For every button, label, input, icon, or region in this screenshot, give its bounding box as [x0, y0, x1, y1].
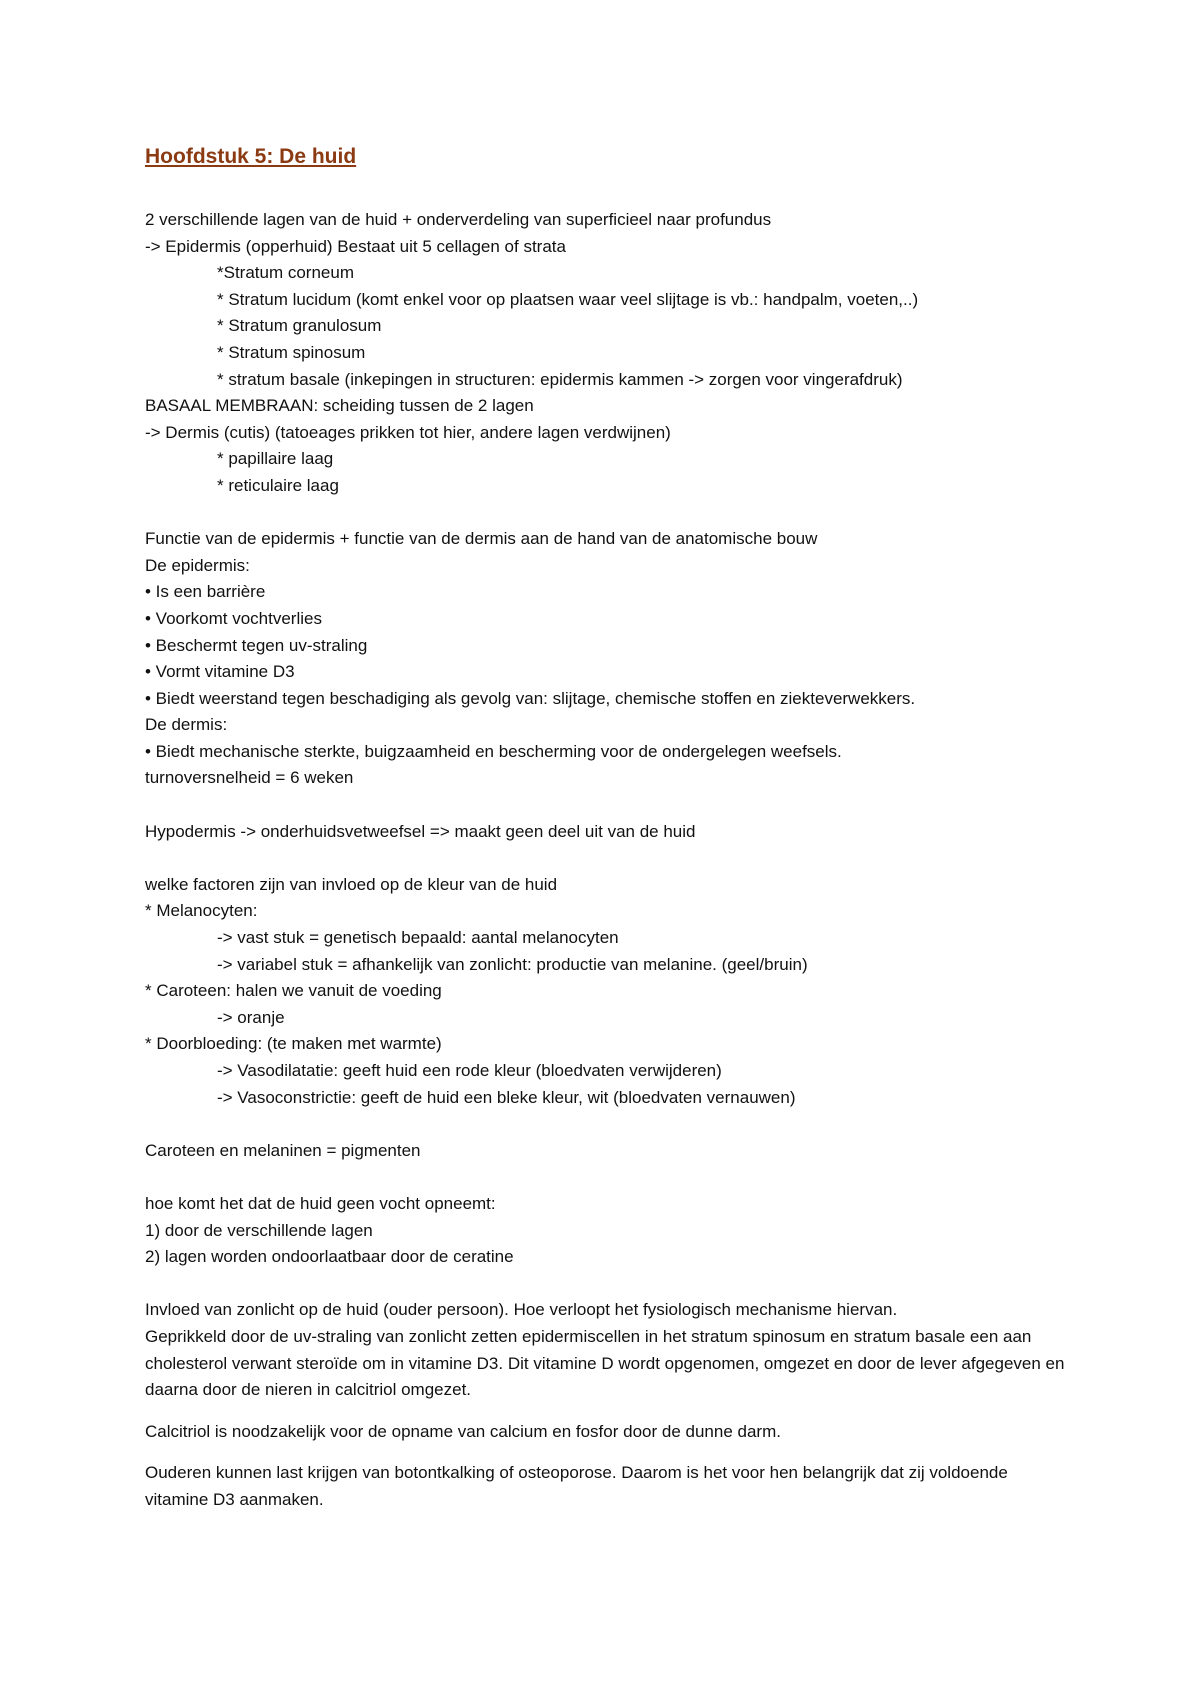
dermis-function-item: • Biedt mechanische sterkte, buigzaamheid en bescherming voor de ondergelegen weefsels. [145, 741, 842, 761]
layer-item: *Stratum corneum [217, 263, 354, 283]
caroteen-line: * Caroteen: halen we vanuit de voeding [145, 981, 442, 1001]
epidermis-label: De epidermis: [145, 555, 250, 575]
calcitriol-paragraph: Calcitriol is noodzakelijk voor de opname van calcium en fosfor door de dunne darm. [145, 1421, 781, 1441]
membrane-line: BASAAL MEMBRAAN: scheiding tussen de 2 lagen [145, 396, 534, 416]
melanocyten-line: * Melanocyten: [145, 901, 258, 921]
melanocyten-item: -> vast stuk = genetisch bepaald: aantal melanocyten [217, 928, 619, 948]
doorbloeding-item: -> Vasodilatatie: geeft huid een rode kleur (bloedvaten verwijderen) [217, 1061, 722, 1080]
layer-item: * stratum basale (inkepingen in structuren: epidermis kammen -> zorgen voor vingerafdruk) [217, 369, 903, 389]
osteoporosis-paragraph: Ouderen kunnen last krijgen van botontkalking of osteoporose. Daarom is het voor hen belangrijk dat zij voldoende vitamine D3 aanmaken. [145, 1463, 1008, 1509]
pigments-line: Caroteen en melaninen = pigmenten [145, 1140, 421, 1160]
layer-item: * Stratum granulosum [217, 316, 382, 336]
epidermis-function-item: • Is een barrière [145, 582, 266, 602]
layer-item: * Stratum lucidum (komt enkel voor op plaatsen waar veel slijtage is vb.: handpalm, voeten,..) [217, 289, 919, 309]
doorbloeding-line: * Doorbloeding: (te maken met warmte) [145, 1034, 442, 1054]
epidermis-function-item: • Biedt weerstand tegen beschadiging als gevolg van: slijtage, chemische stoffen en ziekteverwekkers. [145, 688, 916, 708]
hypodermis-line: Hypodermis -> onderhuidsvetweefsel => maakt geen deel uit van de huid [145, 821, 696, 841]
page-title: Hoofdstuk 5: De huid [145, 145, 357, 168]
section-heading-functions: Functie van de epidermis + functie van de dermis aan de hand van de anatomische bouw [145, 529, 818, 549]
section-heading-layers: 2 verschillende lagen van de huid + onderverdeling van superficieel naar profundus [145, 210, 772, 229]
layer-item: * Stratum spinosum [217, 342, 366, 362]
epidermis-function-item: • Beschermt tegen uv-straling [145, 635, 368, 655]
melanocyten-item: -> variabel stuk = afhankelijk van zonlicht: productie van melanine. (geel/bruin) [217, 954, 808, 974]
dermis-layer-item: * papillaire laag [217, 449, 334, 469]
caroteen-item: -> oranje [217, 1007, 285, 1027]
section-heading-color: welke factoren zijn van invloed op de kleur van de huid [145, 874, 558, 894]
sunlight-paragraph: Geprikkeld door de uv-straling van zonlicht zetten epidermiscellen in het stratum spinosum en stratum basale een aan cholesterol verwant steroïde om in vitamine D3. Dit vitamine D wordt opgenomen, omgezet en door de lever afgegeven en daarna door de nieren in calcitriol omgezet. [145, 1326, 1065, 1400]
epidermis-line: -> Epidermis (opperhuid) Bestaat uit 5 cellagen of strata [145, 236, 566, 256]
epidermis-function-item: • Vormt vitamine D3 [145, 662, 295, 682]
document-body [145, 207, 1075, 1514]
epidermis-function-item: • Voorkomt vochtverlies [145, 608, 322, 628]
turnover-line: turnoversnelheid = 6 weken [145, 768, 354, 788]
doorbloeding-item: -> Vasoconstrictie: geeft de huid een bleke kleur, wit (bloedvaten vernauwen) [217, 1087, 796, 1107]
moisture-item: 1) door de verschillende lagen [145, 1220, 373, 1240]
dermis-label: De dermis: [145, 715, 228, 735]
dermis-line: -> Dermis (cutis) (tatoeages prikken tot hier, andere lagen verdwijnen) [145, 422, 671, 442]
section-heading-sunlight: Invloed van zonlicht op de huid (ouder persoon). Hoe verloopt het fysiologisch mechanisme hiervan. [145, 1300, 898, 1320]
moisture-item: 2) lagen worden ondoorlaatbaar door de ceratine [145, 1247, 514, 1267]
section-heading-moisture: hoe komt het dat de huid geen vocht opneemt: [145, 1193, 496, 1213]
dermis-layer-item: * reticulaire laag [217, 475, 339, 495]
